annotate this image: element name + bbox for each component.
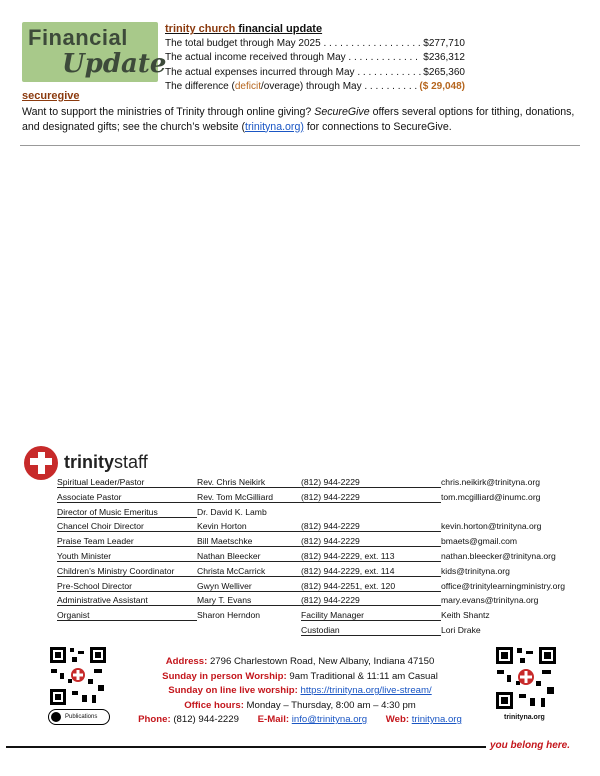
sg-text2: offers several options for tithing, donations, and designated gifts; see the church’s website ( xyxy=(22,106,575,133)
staff-email: tom.mcgilliard@inumc.org xyxy=(441,491,541,502)
staff-role: Praise Team Leader xyxy=(57,536,134,547)
staff-role: Spiritual Leader/Pastor xyxy=(57,477,145,487)
address-value: 2796 Charlestown Road, New Albany, Indiana 47150 xyxy=(207,656,435,667)
row-value: $277,710 xyxy=(423,37,465,49)
staff-row xyxy=(57,507,587,522)
email-link[interactable]: info@trinityna.org xyxy=(291,714,368,725)
staff-name: Christa McCarrick xyxy=(197,565,266,576)
badge-line2: Update xyxy=(62,49,167,79)
staff-name: Gwyn Welliver xyxy=(197,580,252,591)
email-label: E-Mail: xyxy=(257,714,290,725)
row-label: The actual expenses incurred through May . . . . . . . . . . . . xyxy=(165,66,422,78)
diff-pre: The difference ( xyxy=(165,81,235,93)
staff-phone: (812) 944-2229 xyxy=(301,521,360,532)
badge-line1: Financial xyxy=(28,25,128,50)
staff-role: Administrative Assistant xyxy=(57,595,148,606)
staff-email: bmaets@gmail.com xyxy=(441,536,518,547)
staff-email: Lori Drake xyxy=(441,624,481,635)
staff-email: nathan.bleecker@trinityna.org xyxy=(441,550,556,561)
tagline: you belong here. xyxy=(490,740,571,751)
heading-rest: financial update xyxy=(235,23,323,35)
staff-email: kids@trinityna.org xyxy=(441,565,510,576)
trinitystaff-title xyxy=(64,452,148,473)
diff-deficit: deficit xyxy=(234,81,261,93)
staff-email: office@trinitylearningministry.org xyxy=(441,580,565,591)
phone-value: (812) 944-2229 xyxy=(170,714,239,725)
staff-row xyxy=(57,595,587,610)
staff-name: Mary T. Evans xyxy=(197,595,252,606)
footer-rule xyxy=(6,746,486,748)
hours-label: Office hours: xyxy=(184,699,244,711)
staff-role: Chancel Choir Director xyxy=(57,521,144,532)
logo-trinity: trinity xyxy=(64,452,115,472)
worship-value: 9am Traditional & 11:11 am Casual xyxy=(286,670,438,682)
securegive-text xyxy=(22,105,582,134)
staff-row xyxy=(57,477,587,492)
staff-row xyxy=(57,551,587,566)
web-link[interactable]: trinityna.org xyxy=(411,714,462,725)
staff-email: mary.evans@trinityna.org xyxy=(441,595,539,606)
staff-directory xyxy=(57,477,587,640)
staff-role: Director of Music Emeritus xyxy=(57,506,158,517)
staff-name: Rev. Chris Neikirk xyxy=(197,477,266,487)
staff-name: Kevin Horton xyxy=(197,521,247,532)
staff-role: Pre-School Director xyxy=(57,580,132,591)
heading-brand: trinity church xyxy=(165,23,236,35)
staff-email: chris.neikirk@trinityna.org xyxy=(441,477,540,487)
staff-row xyxy=(57,610,587,625)
publications-qr-code-icon xyxy=(48,645,108,707)
trinity-cross-logo-icon xyxy=(24,446,58,480)
diff-label xyxy=(165,80,417,95)
staff-row xyxy=(57,536,587,551)
staff-phone: (812) 944-2229, ext. 114 xyxy=(301,565,395,576)
staff-phone: (812) 944-2229 xyxy=(301,477,360,487)
online-line xyxy=(130,684,470,699)
address-label: Address: xyxy=(165,656,208,667)
row-label: The actual income received through May . . . . . . . . . . . . . xyxy=(165,52,418,64)
address-line xyxy=(130,655,470,670)
financial-row xyxy=(165,51,465,66)
staff-phone: (812) 944-2251, ext. 120 xyxy=(301,580,396,591)
staff-phone: (812) 944-2229 xyxy=(301,595,360,606)
staff-role: Youth Minister xyxy=(57,550,112,561)
staff-name: Nathan Bleecker xyxy=(197,550,261,561)
staff-row xyxy=(57,521,587,536)
financial-row-difference xyxy=(165,80,465,95)
diff-mid: /overage) through May . . . . . . . . . . xyxy=(260,81,418,93)
worship-line xyxy=(130,670,470,685)
securegive-title: securegive xyxy=(22,90,80,102)
sg-text3: for connections to SecureGive. xyxy=(303,120,452,133)
online-label: Sunday on line live worship: xyxy=(168,685,298,696)
staff-email: Keith Shantz xyxy=(441,610,490,621)
staff-phone: (812) 944-2229 xyxy=(301,536,360,547)
staff-name: Dr. David K. Lamb xyxy=(197,506,267,517)
staff-row xyxy=(57,566,587,581)
staff-row xyxy=(57,581,587,596)
sg-text1: Want to support the ministries of Trinity through online giving? xyxy=(22,106,315,118)
staff-phone: Facility Manager xyxy=(301,610,365,621)
financial-row xyxy=(165,66,465,81)
divider xyxy=(20,145,580,146)
staff-name: Bill Maetschke xyxy=(197,536,253,547)
contact-line xyxy=(90,713,510,728)
row-value: $265,360 xyxy=(423,66,465,78)
staff-role: Children’s Ministry Coordinator xyxy=(57,565,175,576)
hours-line xyxy=(130,699,470,714)
publications-label: Publications xyxy=(65,714,98,720)
worship-label: Sunday in person Worship: xyxy=(162,670,287,682)
staff-row xyxy=(57,625,587,640)
contact-info xyxy=(130,655,470,728)
staff-phone: (812) 944-2229 xyxy=(301,491,360,502)
sg-brand: SecureGive xyxy=(314,106,370,118)
phone-label: Phone: xyxy=(138,714,171,725)
website-link[interactable]: trinityna.org) xyxy=(245,120,304,133)
staff-role: Associate Pastor xyxy=(57,491,122,502)
publications-icon xyxy=(51,712,61,722)
row-label: The total budget through May 2025 . . . . . . . . . . . . . . . . . . xyxy=(165,37,421,49)
staff-email: kevin.horton@trinityna.org xyxy=(441,521,542,532)
live-stream-link[interactable]: https://trinityna.org/live-stream/ xyxy=(300,685,432,696)
staff-phone: Custodian xyxy=(301,624,340,635)
financial-update xyxy=(165,22,465,95)
financial-heading xyxy=(165,22,465,37)
hours-value: Monday – Thursday, 8:00 am – 4:30 pm xyxy=(243,699,416,711)
staff-name: Rev. Tom McGilliard xyxy=(197,491,274,502)
logo-staff: staff xyxy=(114,452,148,472)
financial-update-badge xyxy=(22,22,167,82)
staff-row xyxy=(57,492,587,507)
web-label: Web: xyxy=(385,714,410,725)
financial-row xyxy=(165,37,465,52)
staff-phone: (812) 944-2229, ext. 113 xyxy=(301,550,395,561)
staff-role: Organist xyxy=(57,610,90,621)
row-value: $236,312 xyxy=(423,52,465,64)
website-qr-code-icon xyxy=(494,645,558,711)
diff-value: ($ 29,048) xyxy=(419,81,465,93)
staff-name: Sharon Herndon xyxy=(197,610,261,621)
qr-caption: trinityna.org xyxy=(504,714,545,721)
